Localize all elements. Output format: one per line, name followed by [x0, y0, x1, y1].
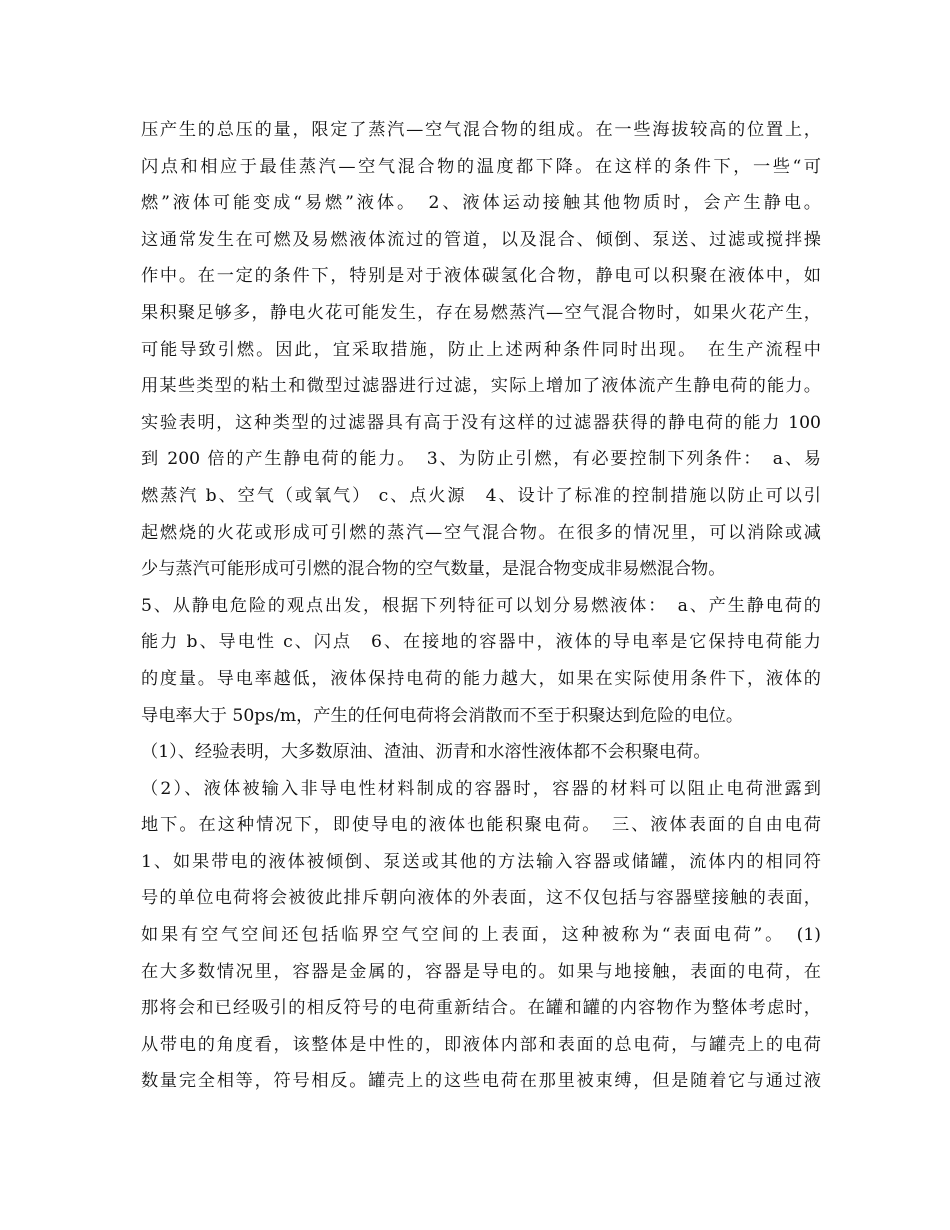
text-line: 起燃烧的火花或形成可引燃的蒸汽—空气混合物。在很多的情况里，可以消除或减: [141, 522, 821, 543]
text-line: 1、如果带电的液体被倾倒、泵送或其他的方法输入容器或储罐，流体内的相同符: [141, 851, 821, 872]
text-line: （1）、经验表明，大多数原油、渣油、沥青和水溶性液体都不会积聚电荷。: [141, 742, 711, 763]
text-line: 号的单位电荷将会被彼此排斥朝向液体的外表面，这不仅包括与容器壁接触的表面，: [141, 888, 821, 909]
text-line: 果积聚足够多，静电火花可能发生，存在易燃蒸汽—空气混合物时，如果火花产生，: [141, 302, 821, 323]
text-line: 如果有空气空间还包括临界空气空间的上表面，这种被称为“表面电荷”。 (1): [141, 925, 821, 946]
text-line: 用某些类型的粘土和微型过滤器进行过滤，实际上增加了液体流产生静电荷的能力。: [141, 376, 821, 397]
text-line: 压产生的总压的量，限定了蒸汽—空气混合物的组成。在一些海拔较高的位置上，: [141, 120, 821, 140]
text-line: 少与蒸汽可能形成可引燃的混合物的空气数量，是混合物变成非易燃混合物。: [141, 559, 726, 580]
text-line: 燃”液体可能变成“易燃”液体。 2、液体运动接触其他物质时，会产生静电。: [141, 193, 821, 214]
text-line: 实验表明，这种类型的过滤器具有高于没有这样的过滤器获得的静电荷的能力 100: [141, 412, 821, 433]
text-line: 能力 b、导电性 c、闪点 6、在接地的容器中，液体的导电率是它保持电荷能力: [141, 632, 821, 653]
text-line: 导电率大于 50ps/m，产生的任何电荷将会消散而不至于积聚达到危险的电位。: [141, 705, 744, 726]
text-line: 在大多数情况里，容器是金属的，容器是导电的。如果与地接触，表面的电荷，在: [141, 961, 821, 982]
text-line: 可能导致引燃。因此，宜采取措施，防止上述两种条件同时出现。 在生产流程中: [141, 339, 821, 360]
text-line: （2）、液体被输入非导电性材料制成的容器时，容器的材料可以阻止电荷泄露到: [141, 778, 821, 799]
text-line: 数量完全相等，符号相反。罐壳上的这些电荷在那里被束缚，但是随着它与通过液: [141, 1071, 821, 1092]
text-line: 到 200 倍的产生静电荷的能力。 3、为防止引燃，有必要控制下列条件： a、易: [141, 449, 821, 470]
text-line: 闪点和相应于最佳蒸汽—空气混合物的温度都下降。在这样的条件下，一些“可: [141, 156, 821, 177]
text-line: 燃蒸汽 b、空气（或氧气） c、点火源 4、设计了标准的控制措施以防止可以引: [141, 485, 821, 506]
text-line: 地下。在这种情况下，即使导电的液体也能积聚电荷。 三、液体表面的自由电荷: [141, 815, 821, 836]
body-text: [141, 112, 821, 1100]
text-line: 5、从静电危险的观点出发，根据下列特征可以划分易燃液体： a、产生静电荷的: [141, 595, 821, 616]
text-line: 作中。在一定的条件下，特别是对于液体碳氢化合物，静电可以积聚在液体中，如: [141, 266, 821, 287]
text-line: 的度量。导电率越低，液体保持电荷的能力越大，如果在实际使用条件下，液体的: [141, 668, 821, 689]
text-line: 这通常发生在可燃及易燃液体流过的管道，以及混合、倾倒、泵送、过滤或搅拌操: [141, 229, 821, 250]
text-line: 从带电的角度看，该整体是中性的，即液体内部和表面的总电荷，与罐壳上的电荷: [141, 1034, 821, 1055]
text-line: 那将会和已经吸引的相反符号的电荷重新结合。在罐和罐的内容物作为整体考虑时，: [141, 998, 821, 1019]
